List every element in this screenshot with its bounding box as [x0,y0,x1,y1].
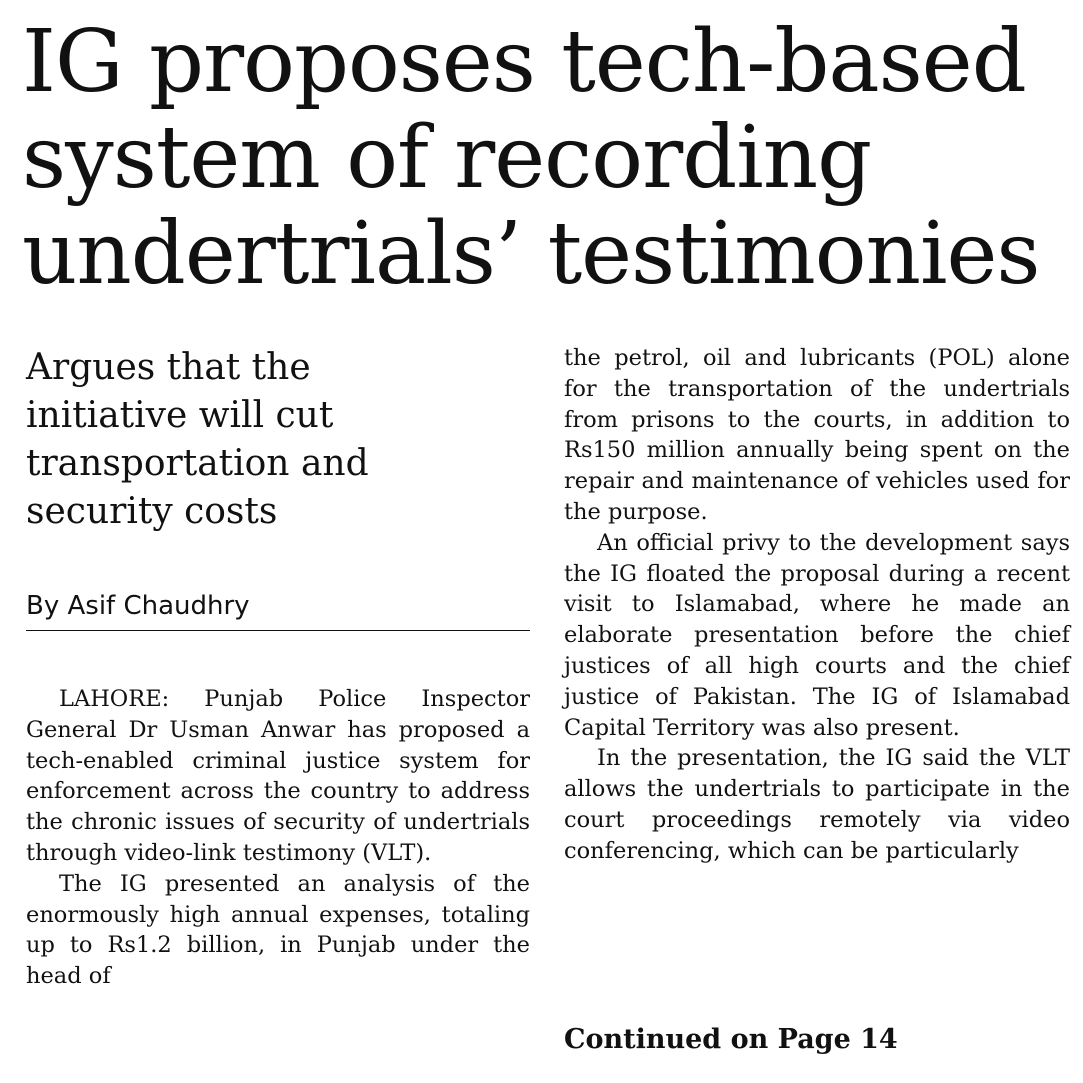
body-paragraph: In the presentation, the IG said the VLT allows the undertrials to participate in the court proceedings remotely via video conferencing, which can be particularly [564,745,1070,864]
headline-line-1: IG proposes tech-based [22,12,1026,112]
subheadline [26,344,526,536]
body-paragraph: The IG presented an analysis of the enormously high annual expenses, totaling up to Rs1.2 billion, in Punjab under the head of [26,870,530,990]
body-column-right [564,343,1070,867]
subhead-line-4: security costs [26,491,278,532]
headline-line-3: undertrials’ testimonies [22,204,1040,304]
subhead-line-1: Argues that the [26,347,311,388]
byline: By Asif Chaudhry [26,586,530,631]
body-column-left [26,684,530,992]
body-paragraph: LAHORE: Punjab Police Inspector General Dr Usman Anwar has proposed a tech-enabled criminal justice system for enforcement across the country to address the chronic issues of security of undertrials through video-link testimony (VLT). [26,686,530,866]
subhead-line-2: initiative will cut [26,395,334,436]
continued-on-page-link[interactable]: Continued on Page 14 [564,1024,898,1055]
body-paragraph: the petrol, oil and lubricants (POL) alone for the transportation of the undertrials from prisons to the courts, in addition to Rs150 million annually being spent on the repair and maintenance of vehicles used for the purpose. [564,345,1070,525]
body-paragraph: An official privy to the development says the IG floated the proposal during a recent visit to Islamabad, where he made an elaborate presentation before the chief justices of all high courts and the chief justice of Pakistan. The IG of Islamabad Capital Territory was also present. [564,529,1070,741]
subhead-line-3: transportation and [26,443,369,484]
headline-line-2: system of recording [22,108,872,208]
headline [22,14,1072,302]
